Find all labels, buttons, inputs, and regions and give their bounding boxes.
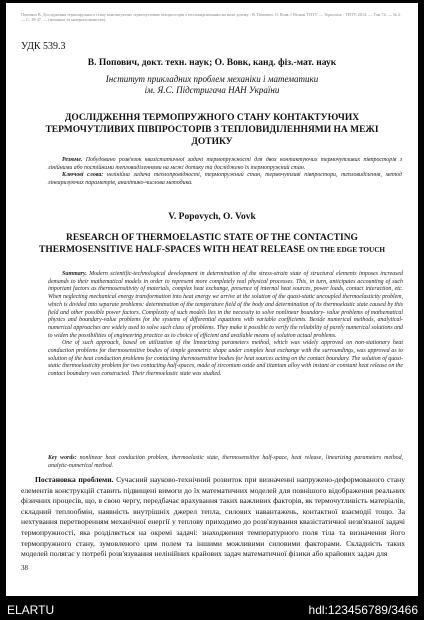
authors-uk: В. Попович, докт. техн. наук; О. Вовк, канд. фіз.-мат. наук xyxy=(87,58,337,68)
keywords-uk-paragraph xyxy=(48,172,402,187)
title-uk: ДОСЛІДЖЕННЯ ТЕРМОПРУЖНОГО СТАНУ КОНТАКТУЮЧИХ ТЕРМОЧУТЛИВИХ ПІВПРОСТОРІВ З ТЕПЛОВИДІЛЕННЯМИ НА МЕЖІ ДОТИКУ xyxy=(45,113,379,147)
summary-label: Summary. xyxy=(62,271,87,277)
institution-line-1: Інститут прикладних проблем механіки і математики xyxy=(105,74,319,84)
citation-header: Попович В. Дослідження термопружного стану контактуючих термочутливих півпросторів з тепловиділеннями на межі дотику / В. Попович, О. Вовк // Вісник ТНТУ — Тернопіль : ТНТУ, 2014. — Том 74. — № 2. — С. 38-47. — (механіка та матеріалознавство). xyxy=(21,12,402,23)
body-paragraph: Сучасний науково-технічний розвиток при визначенні напружено-деформованого стану елементів конструкцій ставить підвищені вимоги до їх математичних моделей для повнішого відображення реальних фізичних процесів, що, в свою чергу, передбачає врахування таких важливих факторів, як термочутливість матеріалів, складний теплообмін, наявність внутрішніх джерел тепла, силових навантажень, контактної взаємодії тощо. За нехтування перетворенням механічної енергії у теплову приходимо до розв'язування квазістатичної незв'язаної задачі термопружності, яка розділяється на окремі задачі: знаходження температурного поля тіла та визначення його термопружного стану, зумовленого цим полем та іншими можливими силовими факторами. Складність таких моделей полягає у потребі розв'язування нелінійних крайових задач математичної фізики або крайових задач для xyxy=(21,475,405,559)
summary-paragraph-2: One of such approach, based on utilization of the linearizing parameters method, which was widely approved on non-stationary heat conduction problems for thermosensitive bodies of simple geometric shape under complex heat exchange with the surroundings, was approved as to solution of the heat conduction problems for contacting thermosensitive bodies for heat sources acting on the contact boundary. The solution of quasi-static thermoelasticity problem for two contacting half-spaces, made of zirconium oxide and titanium alloy with instant or constant heat release on the contact boundary was constructed. Their thermoelastic state was studied. xyxy=(48,340,403,378)
keywords-uk-text: нелінійна задача теплопровідності, термопружний стан, термочутливі півпростори, тепловиділення, метод лінеаризуючих параметрів, аналітико-числова методика. xyxy=(48,172,402,187)
footer-handle: hdl:123456789/3466 xyxy=(308,603,418,617)
keywords-en xyxy=(48,455,403,470)
section-heading: Постановка проблеми. xyxy=(35,475,114,484)
institution-line-2: ім. Я.С. Підстригача НАН України xyxy=(144,85,280,95)
resume-label: Резюме. xyxy=(62,157,83,163)
keywords-en-text: nonlinear heat conduction problem, thermoelastic state, thermosensitive half-space, heat release, linearizing parameters method, analytic-numerical method. xyxy=(48,455,403,469)
title-en xyxy=(21,232,403,256)
keywords-uk-label: Ключові слова: xyxy=(62,172,104,179)
udk-code: УДК 539.3 xyxy=(21,41,66,52)
resume-paragraph xyxy=(48,157,402,172)
summary-en xyxy=(48,271,403,379)
institution xyxy=(6,74,418,96)
resume-text: Побудовано розв'язок квазістатичної задачі термопружності для двох контактуючих термочутливих півпросторів з лінійними або постійними тепловиділеннями на межі дотику та досліджено їх термопружний стан. xyxy=(48,157,402,171)
title-en-tail: ON THE EDGE TOUCH xyxy=(307,246,385,254)
authors-en: V. Popovych, O. Vovk xyxy=(168,212,256,222)
summary-paragraph-1 xyxy=(48,271,403,340)
title-en-main: RESEARCH OF THERMOELASTIC STATE OF THE CONTACTING THERMOSENSITIVE HALF-SPACES WITH HEAT RELEASE xyxy=(39,233,358,255)
page-number: 38 xyxy=(21,564,28,572)
keywords-en-label: Key words: xyxy=(48,455,77,461)
abstract-uk xyxy=(48,157,402,188)
summary-text-1: Modern scientific-technological development in determination of the stress-strain state of structural elements imposes increased demands to their mathematical models in order to represent more completely real physical processes. This, in turn, anticipates accounting of such important factors as thermosensitivity of materials, complex heat exchange, presence of internal heat sources, power loads, contact interaction, etc. When neglecting mechanical energy transformation into heat energy we arrive at the solution of the quasi-static uncoupled thermoelasticity problem, which is divided into separate problems: determination of the temperature field of the body and determination of its thermoelastic state caused by this field and other possible power factors. Complexity of such models lies in the necessity to solve nonlinear boundary- value problems of mathematical physics and boundary-value problems for the systems of differential equations with variable coefficients. Beside numerical methods, analytical-numerical approaches are widely used to solve such class of problems. They make it possible to verify the reliability of purely numerical solutions and to widen the possibilities of engineering practice as to choice of efficient and available means of solution actual problems. xyxy=(48,271,403,339)
body-text xyxy=(21,475,405,560)
document-page xyxy=(6,3,418,596)
footer-repository-label: ELARTU xyxy=(7,603,55,617)
